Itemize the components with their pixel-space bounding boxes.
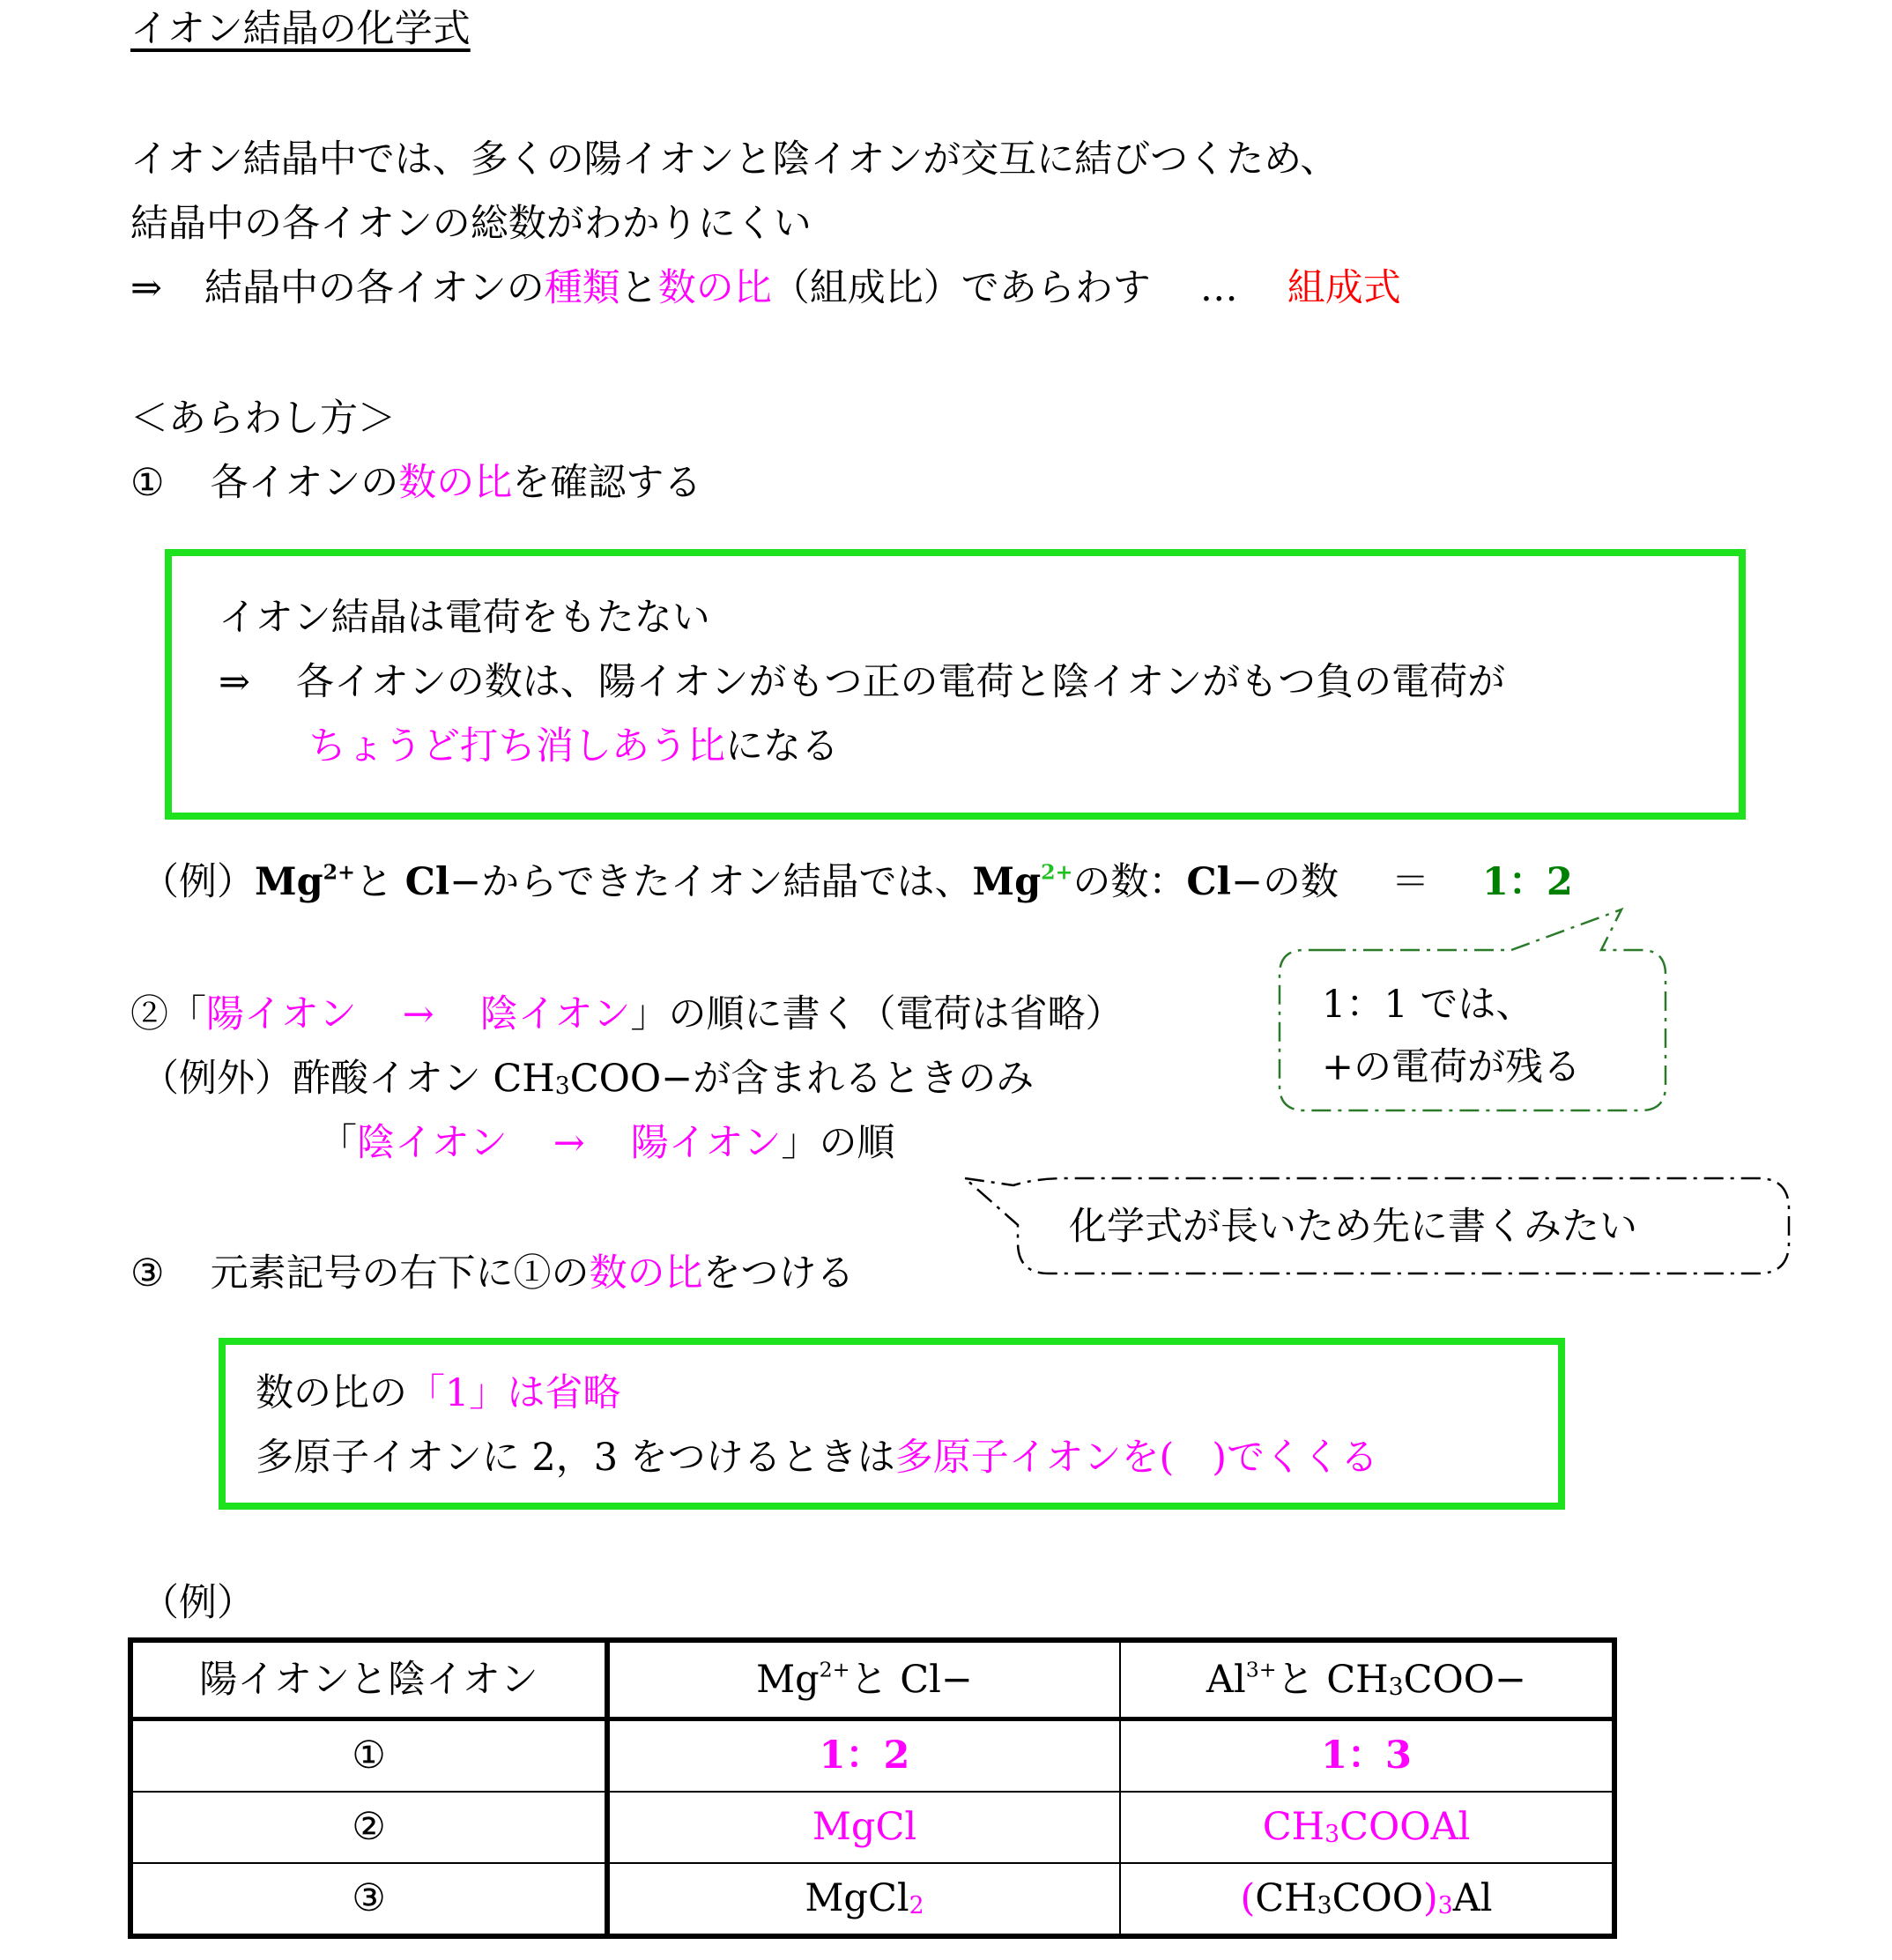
charge-superscript: 2+: [819, 1656, 850, 1682]
table-row: [130, 1792, 1614, 1863]
highlight-ratio: 数の比: [398, 461, 513, 505]
formula-mg: Mg: [972, 860, 1042, 904]
example-text: の数：: [1072, 860, 1187, 904]
intro-text: 結晶中の各イオンの: [204, 266, 545, 310]
ratio-answer: 1：2: [1482, 860, 1573, 904]
highlight-parentheses: 多原子イオンを( )でくくる: [894, 1436, 1379, 1480]
subscript: 2: [909, 1892, 924, 1920]
subscript: 3: [1388, 1673, 1404, 1701]
bracket: 「: [319, 1121, 357, 1165]
intro-line-1: イオン結晶中では、多くの陽イオンと陰イオンが交互に結びつくため、: [130, 137, 1339, 182]
exception-text: が含まれるときのみ: [693, 1057, 1035, 1101]
formula-coo: COO: [569, 1057, 662, 1101]
formula-al: Al: [1452, 1876, 1493, 1920]
subscript: 3: [1317, 1892, 1332, 1920]
highlight-kind: 種類: [544, 266, 620, 310]
example-table: [128, 1637, 1617, 1939]
table-cell-step: ①: [130, 1719, 607, 1793]
arrow-implies: ⇒: [130, 266, 163, 310]
highlight-cation: 陽イオン: [630, 1121, 782, 1165]
highlight-omit-one: 「1」は省略: [407, 1371, 621, 1415]
step-text: の順に書く（電荷は省略）: [668, 992, 1124, 1036]
formula-ch: CH: [1326, 1657, 1389, 1702]
page-title: イオン結晶の化学式: [130, 7, 471, 51]
table-cell-step: ③: [130, 1863, 607, 1936]
subscript: 3: [1324, 1821, 1340, 1849]
highlight-cancel-ratio: ちょうど打ち消しあう比: [308, 724, 725, 768]
intro-text: （組成比）であらわす: [771, 266, 1151, 310]
exception-text: （例外）酢酸イオン: [141, 1057, 481, 1101]
bracket: 「: [168, 992, 206, 1036]
box2-text: 数の比の: [256, 1371, 407, 1415]
table-text: と: [850, 1657, 888, 1702]
box2-line-2: [256, 1436, 1379, 1480]
exception-text: の順: [819, 1121, 895, 1165]
table-cell-formula: MgCl: [607, 1792, 1120, 1863]
bracket: 」: [630, 992, 669, 1036]
example-label: （例）: [141, 860, 255, 904]
box1-text: 各イオンの数は、陽イオンがもつ正の電荷と陰イオンがもつ負の電荷が: [296, 660, 1506, 704]
ellipsis: …: [1199, 266, 1238, 310]
subscript: 3: [1437, 1892, 1453, 1920]
table-header-row: [130, 1640, 1614, 1719]
note-box-subscript: [219, 1338, 1565, 1510]
formula-ch: CH: [493, 1057, 555, 1101]
step-3: [130, 1251, 855, 1296]
paren-open: (: [1240, 1876, 1256, 1920]
step-text: 元素記号の右下に①の: [210, 1251, 590, 1296]
charge-minus: −: [1495, 1657, 1527, 1702]
table-cell-formula: [1120, 1792, 1614, 1863]
step-2: [130, 992, 1124, 1036]
table-cell-formula: [1120, 1863, 1614, 1936]
bubble1-line-1: 1：1 では、: [1322, 983, 1534, 1027]
table-row: [130, 1719, 1614, 1793]
example-label: （例）: [141, 1581, 255, 1625]
table-text: と: [1276, 1657, 1315, 1702]
formula-al: Al: [1206, 1657, 1246, 1702]
formula-mgcl: MgCl: [805, 1876, 909, 1920]
table-cell-ratio: 1：3: [1120, 1719, 1614, 1793]
highlight-cation: 陽イオン: [206, 992, 357, 1036]
step-text: をつける: [702, 1251, 855, 1296]
table-cell-ratio: 1：2: [607, 1719, 1120, 1793]
paren-close: ): [1423, 1876, 1438, 1920]
charge-minus: −: [661, 1057, 694, 1101]
header-cell-al-acetate: [1120, 1640, 1614, 1719]
arrow-right-icon: →: [402, 992, 434, 1036]
charge-minus: −: [940, 1657, 973, 1702]
header-cell: 陽イオンと陰イオン: [130, 1640, 607, 1719]
highlight-anion: 陰イオン: [479, 992, 631, 1036]
intro-text: と: [620, 266, 658, 310]
formula-mg: Mg: [255, 860, 323, 904]
exception-line-1: [141, 1057, 1035, 1101]
charge-minus: −: [1230, 860, 1264, 904]
formula-ch: CH: [1262, 1805, 1325, 1849]
bubble2-text: 化学式が長いため先に書くみたい: [1069, 1205, 1637, 1249]
highlight-ratio: 数の比: [657, 266, 772, 310]
highlight-anion: 陰イオン: [357, 1121, 508, 1165]
charge-superscript: 3+: [1245, 1656, 1277, 1682]
formula-cl: Cl: [900, 1657, 941, 1702]
box2-line-1: [256, 1371, 621, 1415]
charge-minus: −: [449, 860, 482, 904]
bracket: 」: [781, 1121, 820, 1165]
formula-coo: COO: [1332, 1876, 1423, 1920]
example-text: からできたイオン結晶では、: [481, 860, 973, 904]
term-composition-formula: 組成式: [1287, 266, 1401, 310]
table-cell-step: ②: [130, 1792, 607, 1863]
charge-superscript: 2+: [323, 859, 355, 885]
formula-cl: Cl: [1186, 860, 1231, 904]
intro-line-2: 結晶中の各イオンの総数がわかりにくい: [130, 202, 812, 246]
box2-text: 多原子イオンに 2，3 をつけるときは: [256, 1436, 895, 1480]
table-row: [130, 1863, 1614, 1936]
formula-mg: Mg: [756, 1657, 820, 1702]
example-text: と: [354, 860, 393, 904]
arrow-implies: ⇒: [219, 660, 251, 704]
equals-sign: ＝: [1391, 860, 1430, 904]
highlight-ratio: 数の比: [589, 1251, 703, 1296]
formula-cl: Cl: [404, 860, 450, 904]
step-number: ①: [130, 461, 165, 505]
arrow-right-icon: →: [553, 1121, 585, 1165]
method-heading: ＜あらわし方＞: [130, 397, 396, 441]
box1-text: になる: [725, 724, 839, 768]
header-cell-mg-cl: [607, 1640, 1120, 1719]
charge-superscript: 2+: [1041, 859, 1073, 885]
step-number: ③: [130, 1251, 165, 1296]
box1-line-1: イオン結晶は電荷をもたない: [219, 596, 710, 640]
formula-cooal: COOAl: [1339, 1805, 1471, 1849]
formula-coo: COO: [1403, 1657, 1495, 1702]
step-text: を確認する: [512, 461, 702, 505]
formula-ch: CH: [1255, 1876, 1317, 1920]
step-number: ②: [130, 992, 168, 1036]
subscript: 3: [554, 1073, 570, 1101]
step-text: 各イオンの: [210, 461, 399, 505]
table-cell-formula: [607, 1863, 1120, 1936]
example-text: の数: [1263, 860, 1339, 904]
exception-line-2: [319, 1121, 895, 1165]
bubble1-line-2: +の電荷が残る: [1322, 1045, 1582, 1089]
